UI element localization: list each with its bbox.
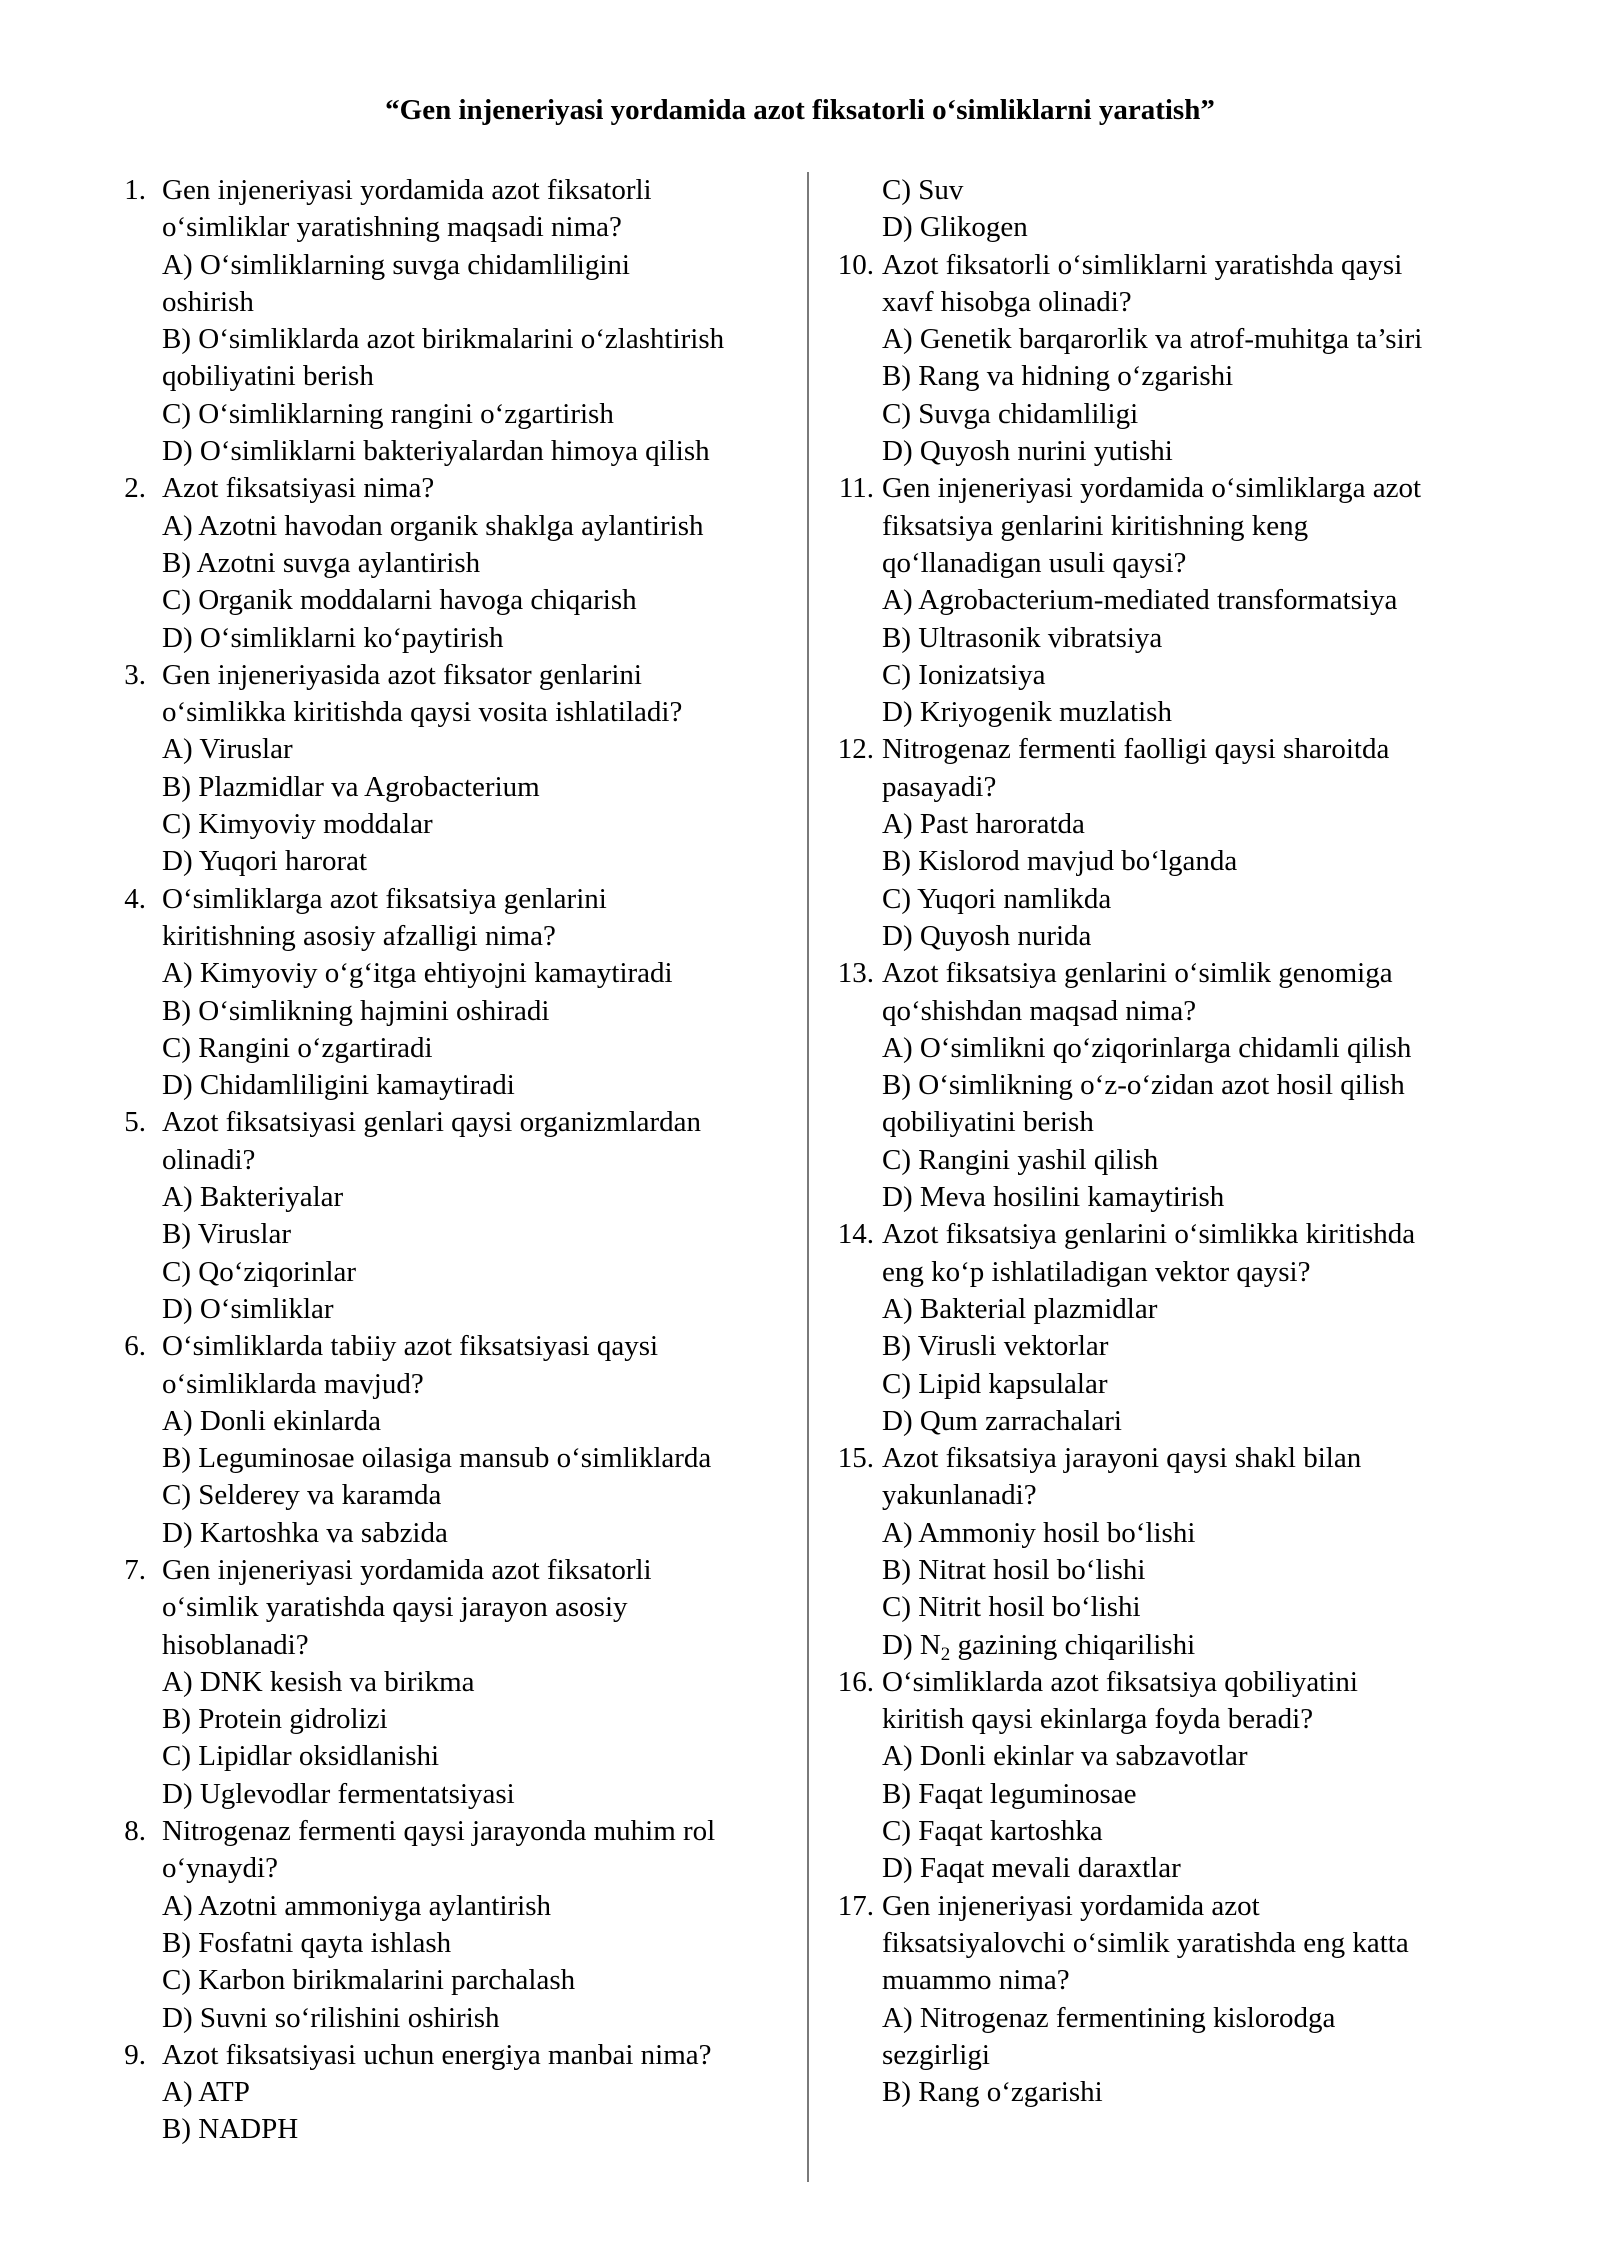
question-number: 7. bbox=[124, 1553, 146, 1586]
answer-option: D) Quyosh nurida bbox=[882, 919, 1092, 952]
question-gap bbox=[146, 1552, 162, 1589]
answer-option: A) Donli ekinlarda bbox=[162, 1404, 382, 1437]
answer-option: A) ATP bbox=[162, 2076, 250, 2109]
question-text: Gen injeneriyasi yordamida azot fiksatorli bbox=[162, 1553, 652, 1586]
question-number bbox=[832, 1477, 874, 1514]
question-gap bbox=[146, 209, 162, 246]
right-column bbox=[832, 172, 1522, 2111]
question-number: 6. bbox=[124, 1330, 146, 1363]
question-line bbox=[96, 2037, 786, 2074]
question-number bbox=[832, 1254, 874, 1291]
question-text: yakunlanadi? bbox=[882, 1479, 1037, 1512]
question-text: o‘simliklar yaratishning maqsadi nima? bbox=[162, 211, 622, 244]
answer-option: D) O‘simliklarni ko‘paytirish bbox=[162, 621, 504, 654]
question-gap bbox=[874, 1254, 882, 1291]
answer-option: B) Kislorod mavjud bo‘lganda bbox=[882, 845, 1238, 878]
question-gap bbox=[874, 247, 882, 284]
question-gap bbox=[146, 470, 162, 507]
question-item bbox=[96, 657, 786, 881]
question-line bbox=[96, 1813, 786, 1850]
question-text: Azot fiksatorli o‘simliklarni yaratishda qaysi bbox=[882, 248, 1403, 281]
answer-option: A) Past haroratda bbox=[882, 808, 1085, 841]
answer-option: D) Kartoshka va sabzida bbox=[162, 1516, 448, 1549]
question-number: 8. bbox=[124, 1815, 146, 1848]
question-number: 15. bbox=[837, 1442, 874, 1475]
question-number bbox=[832, 284, 874, 321]
question-item bbox=[96, 881, 786, 1105]
answer-option: C) Lipidlar oksidlanishi bbox=[162, 1740, 440, 1773]
question-number: 17. bbox=[837, 1889, 874, 1922]
question-item bbox=[832, 1664, 1522, 1888]
question-item bbox=[96, 1552, 786, 1813]
question-gap bbox=[874, 1701, 882, 1738]
question-gap bbox=[874, 1888, 882, 1925]
question-item bbox=[832, 1440, 1522, 1664]
question-text: o‘ynaydi? bbox=[162, 1852, 278, 1885]
question-item bbox=[832, 247, 1522, 471]
question-text: qo‘shishdan maqsad nima? bbox=[882, 994, 1197, 1027]
question-text: O‘simliklarda azot fiksatsiya qobiliyatini bbox=[882, 1665, 1358, 1698]
question-text: Gen injeneriyasi yordamida o‘simliklarga azot bbox=[882, 472, 1422, 505]
question-item bbox=[832, 731, 1522, 955]
answer-option: C) Faqat kartoshka bbox=[882, 1815, 1103, 1848]
answer-option: A) Bakterial plazmidlar bbox=[882, 1292, 1158, 1325]
question-line bbox=[832, 1664, 1522, 1701]
question-text: kiritishning asosiy afzalligi nima? bbox=[162, 919, 556, 952]
question-line bbox=[832, 1440, 1522, 1477]
answer-option: D) Suvni so‘rilishini oshirish bbox=[162, 2001, 500, 2034]
answer-option: B) Rang o‘zgarishi bbox=[882, 2076, 1103, 2109]
answer-option: C) Karbon birikmalarini parchalash bbox=[162, 1964, 576, 1997]
answer-option: B) O‘simlikning o‘z-o‘zidan azot hosil qilish bbox=[882, 1069, 1405, 1102]
column-divider bbox=[807, 172, 809, 2182]
answer-option: B) Viruslar bbox=[162, 1218, 292, 1251]
question-number: 16. bbox=[837, 1665, 874, 1698]
question-line bbox=[832, 1962, 1522, 1999]
question-text: olinadi? bbox=[162, 1143, 256, 1176]
question-line bbox=[96, 1552, 786, 1589]
question-number: 13. bbox=[837, 957, 874, 990]
answer-option: A) Azotni ammoniyga aylantirish bbox=[162, 1889, 552, 1922]
question-item bbox=[832, 470, 1522, 731]
answer-option: B) Plazmidlar va Agrobacterium bbox=[162, 770, 540, 803]
question-number: 1. bbox=[124, 174, 146, 206]
question-number: 11. bbox=[838, 472, 874, 505]
answer-option: A) Donli ekinlar va sabzavotlar bbox=[882, 1740, 1248, 1773]
question-gap bbox=[146, 918, 162, 955]
question-text: xavf hisobga olinadi? bbox=[882, 285, 1132, 318]
question-gap bbox=[146, 2037, 162, 2074]
question-number bbox=[96, 1142, 146, 1179]
question-gap bbox=[874, 1440, 882, 1477]
answer-option: A) Ammoniy hosil bo‘lishi bbox=[882, 1516, 1196, 1549]
question-item bbox=[832, 1216, 1522, 1440]
question-line bbox=[96, 1328, 786, 1365]
answer-option: B) Faqat leguminosae bbox=[882, 1777, 1137, 1810]
question-number bbox=[96, 694, 146, 731]
answer-option: D) Quyosh nurini yutishi bbox=[882, 435, 1173, 468]
question-number: 2. bbox=[124, 472, 146, 505]
answer-option: C) Lipid kapsulalar bbox=[882, 1367, 1108, 1400]
question-line bbox=[96, 1142, 786, 1179]
question-line bbox=[832, 247, 1522, 284]
question-gap bbox=[874, 508, 882, 545]
question-line bbox=[96, 918, 786, 955]
question-number bbox=[96, 209, 146, 246]
question-gap bbox=[146, 1850, 162, 1887]
answer-option: A) Azotni havodan organik shaklga aylantirish bbox=[162, 509, 704, 542]
question-line bbox=[96, 1627, 786, 1664]
question-item bbox=[96, 470, 786, 656]
question-text: Azot fiksatsiya genlarini o‘simlikka kiritishda bbox=[882, 1218, 1416, 1251]
question-number: 4. bbox=[124, 882, 146, 915]
question-text: Gen injeneriyasida azot fiksator genlarini bbox=[162, 658, 642, 691]
question-item bbox=[96, 1813, 786, 2037]
question-line bbox=[832, 508, 1522, 545]
question-text: muammo nima? bbox=[882, 1964, 1070, 1997]
question-gap bbox=[874, 470, 882, 507]
answer-option: A) Nitrogenaz fermentining kislorodga bbox=[882, 2001, 1336, 2034]
answer-option: qobiliyatini berish bbox=[162, 360, 374, 393]
question-item bbox=[832, 1888, 1522, 2112]
question-gap bbox=[146, 657, 162, 694]
question-number bbox=[832, 1962, 874, 1999]
document-title: “Gen injeneriyasi yordamida azot fiksatorli o‘simliklarni yaratish” bbox=[385, 94, 1215, 126]
question-text: hisoblanadi? bbox=[162, 1628, 309, 1661]
answer-option: B) Rang va hidning o‘zgarishi bbox=[882, 360, 1234, 393]
answer-option: C) Selderey va karamda bbox=[162, 1479, 442, 1512]
answer-option: oshirish bbox=[162, 285, 254, 318]
question-text: o‘simliklarda mavjud? bbox=[162, 1367, 424, 1400]
question-text: Azot fiksatsiya genlarini o‘simlik genomiga bbox=[882, 957, 1393, 990]
question-line bbox=[96, 657, 786, 694]
answer-option: C) Organik moddalarni havoga chiqarish bbox=[162, 584, 637, 617]
question-item bbox=[96, 172, 786, 470]
question-number bbox=[832, 993, 874, 1030]
question-line bbox=[832, 1888, 1522, 1925]
option-subscript: 2 bbox=[940, 1643, 951, 1665]
question-number bbox=[96, 1627, 146, 1664]
question-text: Gen injeneriyasi yordamida azot fiksatorli bbox=[162, 174, 652, 206]
answer-option: D) Glikogen bbox=[882, 211, 1028, 244]
question-gap bbox=[146, 1813, 162, 1850]
answer-option: B) Fosfatni qayta ishlash bbox=[162, 1926, 452, 1959]
question-line bbox=[832, 1925, 1522, 1962]
answer-option: B) Azotni suvga aylantirish bbox=[162, 546, 481, 579]
answer-option: C) Yuqori namlikda bbox=[882, 882, 1112, 915]
question-gap bbox=[146, 881, 162, 918]
option-text: D) N bbox=[882, 1628, 941, 1661]
question-text: Azot fiksatsiyasi nima? bbox=[162, 472, 435, 505]
question-number bbox=[832, 1701, 874, 1738]
question-text: O‘simliklarda tabiiy azot fiksatsiyasi qaysi bbox=[162, 1330, 659, 1363]
answer-option: C) Nitrit hosil bo‘lishi bbox=[882, 1591, 1141, 1624]
answer-option: A) Kimyoviy o‘g‘itga ehtiyojni kamaytiradi bbox=[162, 957, 673, 990]
question-text: o‘simlikka kiritishda qaysi vosita ishlatiladi? bbox=[162, 696, 683, 729]
question-number: 5. bbox=[124, 1106, 146, 1139]
question-gap bbox=[146, 694, 162, 731]
question-item bbox=[96, 1104, 786, 1328]
question-number: 9. bbox=[124, 2038, 146, 2071]
answer-option: D) Meva hosilini kamaytirish bbox=[882, 1181, 1225, 1214]
question-item bbox=[96, 2037, 786, 2149]
answer-option: B) Protein gidrolizi bbox=[162, 1703, 388, 1736]
question-number bbox=[96, 918, 146, 955]
question-text: Azot fiksatsiyasi uchun energiya manbai nima? bbox=[162, 2038, 712, 2071]
answer-option: A) Genetik barqarorlik va atrof-muhitga ta’siri bbox=[882, 323, 1423, 356]
question-number bbox=[832, 508, 874, 545]
answer-option: qobiliyatini berish bbox=[882, 1106, 1094, 1139]
question-line bbox=[96, 1104, 786, 1141]
question-text: Azot fiksatsiyasi genlari qaysi organizmlardan bbox=[162, 1106, 702, 1139]
question-text: O‘simliklarga azot fiksatsiya genlarini bbox=[162, 882, 607, 915]
question-text: o‘simlik yaratishda qaysi jarayon asosiy bbox=[162, 1591, 628, 1624]
question-line bbox=[96, 1850, 786, 1887]
question-item bbox=[832, 955, 1522, 1216]
question-line bbox=[832, 470, 1522, 507]
answer-option: C) Qo‘ziqorinlar bbox=[162, 1255, 357, 1288]
question-line bbox=[96, 1366, 786, 1403]
question-text: Azot fiksatsiya jarayoni qaysi shakl bilan bbox=[882, 1442, 1362, 1475]
question-line bbox=[832, 284, 1522, 321]
question-number: 3. bbox=[124, 658, 146, 691]
answer-option: C) Suvga chidamliligi bbox=[882, 397, 1139, 430]
answer-option: B) O‘simlikning hajmini oshiradi bbox=[162, 994, 550, 1027]
question-gap bbox=[874, 955, 882, 992]
answer-option: C) Kimyoviy moddalar bbox=[162, 808, 433, 841]
question-gap bbox=[874, 284, 882, 321]
question-number bbox=[832, 1925, 874, 1962]
question-gap bbox=[874, 1925, 882, 1962]
answer-option: B) NADPH bbox=[162, 2113, 299, 2146]
question-text: Gen injeneriyasi yordamida azot bbox=[882, 1889, 1260, 1922]
answer-option: D) O‘simliklarni bakteriyalardan himoya qilish bbox=[162, 435, 710, 468]
question-text: fiksatsiyalovchi o‘simlik yaratishda eng katta bbox=[882, 1926, 1409, 1959]
question-gap bbox=[146, 1366, 162, 1403]
question-number bbox=[96, 1850, 146, 1887]
question-line bbox=[96, 1589, 786, 1626]
answer-option: C) O‘simliklarning rangini o‘zgartirish bbox=[162, 397, 614, 430]
question-line bbox=[832, 955, 1522, 992]
answer-option: A) O‘simlikni qo‘ziqorinlarga chidamli qilish bbox=[882, 1031, 1412, 1064]
question-text: eng ko‘p ishlatiladigan vektor qaysi? bbox=[882, 1255, 1311, 1288]
question-line bbox=[832, 993, 1522, 1030]
answer-option: B) Virusli vektorlar bbox=[882, 1330, 1109, 1363]
question-gap bbox=[146, 1104, 162, 1141]
question-line bbox=[832, 1477, 1522, 1514]
question-number bbox=[832, 545, 874, 582]
answer-option: D) Chidamliligini kamaytiradi bbox=[162, 1069, 515, 1102]
question-gap bbox=[146, 1328, 162, 1365]
question-line bbox=[96, 881, 786, 918]
answer-option: A) Agrobacterium-mediated transformatsiya bbox=[882, 584, 1398, 617]
question-line bbox=[96, 209, 786, 246]
question-line bbox=[832, 545, 1522, 582]
option-text: gazining chiqarilishi bbox=[950, 1628, 1196, 1661]
answer-option: C) Suv bbox=[882, 174, 964, 206]
answer-option: D) Yuqori harorat bbox=[162, 845, 368, 878]
answer-option: B) O‘simliklarda azot birikmalarini o‘zlashtirish bbox=[162, 323, 725, 356]
question-gap bbox=[874, 1216, 882, 1253]
answer-option: D) O‘simliklar bbox=[162, 1292, 334, 1325]
question-gap bbox=[146, 172, 162, 209]
question-number: 12. bbox=[837, 733, 874, 766]
question-line bbox=[96, 172, 786, 209]
question-item bbox=[96, 1328, 786, 1552]
question-line bbox=[832, 1254, 1522, 1291]
question-gap bbox=[146, 1627, 162, 1664]
answer-option: C) Ionizatsiya bbox=[882, 658, 1046, 691]
answer-option: D) Kriyogenik muzlatish bbox=[882, 696, 1172, 729]
question-line bbox=[96, 470, 786, 507]
question-gap bbox=[874, 1477, 882, 1514]
answer-option: A) Viruslar bbox=[162, 733, 293, 766]
question-text: qo‘llanadigan usuli qaysi? bbox=[882, 546, 1187, 579]
question-text: Nitrogenaz fermenti faolligi qaysi sharoitda bbox=[882, 733, 1390, 766]
answer-option: D) Uglevodlar fermentatsiyasi bbox=[162, 1777, 515, 1810]
question-gap bbox=[874, 545, 882, 582]
question-number bbox=[96, 1589, 146, 1626]
question-gap bbox=[146, 1142, 162, 1179]
question-line bbox=[832, 1216, 1522, 1253]
question-gap bbox=[874, 1664, 882, 1701]
question-gap bbox=[874, 1962, 882, 1999]
answer-option: A) O‘simliklarning suvga chidamliligini bbox=[162, 248, 630, 281]
question-text: kiritish qaysi ekinlarga foyda beradi? bbox=[882, 1703, 1314, 1736]
answer-option: A) Bakteriyalar bbox=[162, 1181, 344, 1214]
answer-option: D) Faqat mevali daraxtlar bbox=[882, 1852, 1181, 1885]
question-text: Nitrogenaz fermenti qaysi jarayonda muhim rol bbox=[162, 1815, 716, 1848]
question-text: fiksatsiya genlarini kiritishning keng bbox=[882, 509, 1309, 542]
question-line bbox=[832, 731, 1522, 768]
answer-option: A) DNK kesish va birikma bbox=[162, 1665, 475, 1698]
answer-option: B) Ultrasonik vibratsiya bbox=[882, 621, 1163, 654]
question-gap bbox=[874, 993, 882, 1030]
question-number: 10. bbox=[837, 248, 874, 281]
question-text: pasayadi? bbox=[882, 770, 997, 803]
question-gap bbox=[874, 769, 882, 806]
question-number bbox=[832, 769, 874, 806]
answer-option bbox=[832, 1627, 1522, 1664]
answer-option: D) Qum zarrachalari bbox=[882, 1404, 1122, 1437]
question-line bbox=[832, 1701, 1522, 1738]
answer-option: C) Rangini yashil qilish bbox=[882, 1143, 1159, 1176]
question-gap bbox=[146, 1589, 162, 1626]
answer-option: sezgirligi bbox=[882, 2038, 990, 2071]
question-gap bbox=[874, 731, 882, 768]
answer-option: B) Nitrat hosil bo‘lishi bbox=[882, 1553, 1146, 1586]
answer-option: B) Leguminosae oilasiga mansub o‘simliklarda bbox=[162, 1442, 712, 1475]
question-number: 14. bbox=[837, 1218, 874, 1251]
question-line bbox=[96, 694, 786, 731]
question-line bbox=[832, 769, 1522, 806]
question-number bbox=[96, 1366, 146, 1403]
answer-option: C) Rangini o‘zgartiradi bbox=[162, 1031, 433, 1064]
left-column bbox=[96, 172, 786, 2149]
